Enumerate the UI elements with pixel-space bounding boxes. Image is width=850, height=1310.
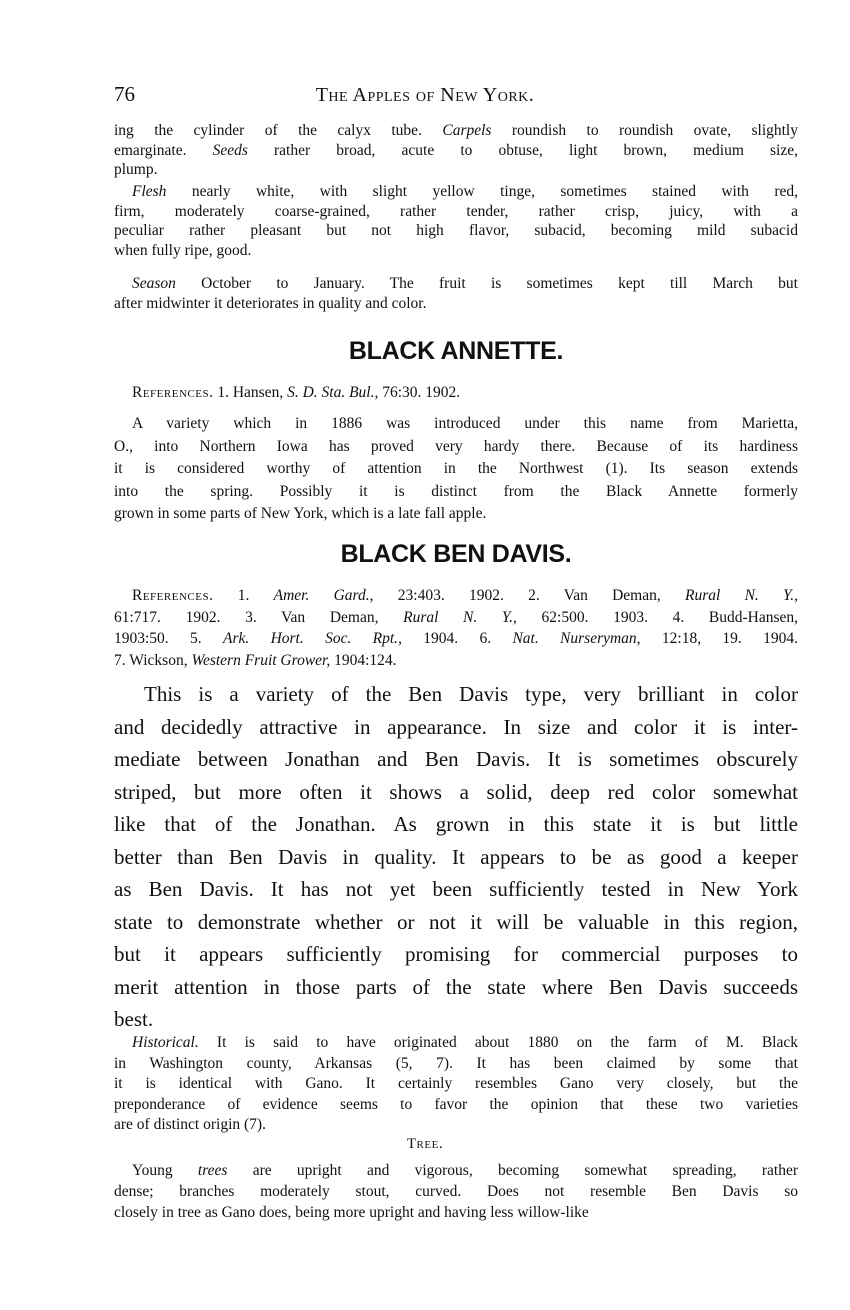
text-line (114, 160, 798, 180)
calyx-carpels-seeds-paragraph (114, 121, 798, 180)
small-caps-label: References. (132, 587, 214, 604)
black-annette-description (114, 413, 798, 526)
black-ben-davis-references (114, 585, 798, 671)
text-line (114, 1160, 798, 1181)
text: into the spring. Possibly it is distinct from the Black Annette formerly (114, 482, 798, 500)
text-line (114, 628, 798, 650)
text-line (114, 585, 798, 607)
italic-text: Flesh (132, 183, 167, 200)
italic-text: Rural N. Y. (685, 587, 795, 604)
tree-paragraph (114, 1160, 798, 1223)
italic-text: Nat. Nurseryman, (512, 630, 641, 647)
text: , (794, 587, 798, 604)
text-line (114, 711, 798, 744)
text-line (114, 141, 798, 161)
text: best. (114, 1007, 154, 1031)
text: It is said to have originated about 1880 on the farm of M. Black (198, 1034, 798, 1051)
text: and decidedly attractive in appearance. In size and color it is inter- (114, 714, 798, 739)
text-line (114, 458, 798, 481)
text: but it appears sufficiently promising for commercial purposes to (114, 942, 798, 966)
italic-text: Season (132, 275, 176, 292)
text: after midwinter it deteriorates in quality and color. (114, 294, 427, 312)
text-line (114, 841, 798, 874)
text-line (114, 1074, 798, 1095)
text-line (114, 938, 798, 971)
black-ben-davis-description (114, 678, 798, 1036)
text: mediate between Jonathan and Ben Davis. It is sometimes obscurely (114, 747, 798, 771)
small-caps-label: References. (132, 384, 214, 401)
text: when fully ripe, good. (114, 241, 252, 259)
text: in Washington county, Arkansas (5, 7). It has been claimed by some that (114, 1054, 798, 1072)
text-line (114, 1115, 798, 1136)
season-paragraph (114, 274, 798, 313)
text-line (114, 182, 798, 202)
text: as Ben Davis. It has not yet been sufficiently tested in New York (114, 877, 798, 901)
text-line (114, 241, 798, 261)
italic-text: Western Fruit Grower, (191, 651, 331, 669)
text-line (114, 678, 798, 711)
text: Young (132, 1162, 198, 1179)
text-line (114, 383, 798, 403)
italic-text: Rural N. Y. (403, 608, 513, 626)
text: 1. (213, 587, 274, 604)
text-line (114, 650, 798, 672)
text: better than Ben Davis in quality. It appears to be as good a keeper (114, 844, 798, 869)
text: nearly white, with slight yellow tinge, sometimes stained with red, (166, 183, 798, 200)
text: dense; branches moderately stout, curved. Does not resemble Ben Davis so (114, 1183, 798, 1200)
text: October to January. The fruit is sometimes kept till March but (175, 275, 798, 292)
text: rather broad, acute to obtuse, light brown, medium size, (247, 141, 798, 159)
text: peculiar rather pleasant but not high flavor, subacid, becoming mild subacid (114, 222, 798, 239)
text: are upright and vigorous, becoming somewhat spreading, rather (227, 1162, 798, 1179)
text-line (114, 873, 798, 906)
text: O., into Northern Iowa has proved very hardy there. Because of its hardiness (114, 437, 798, 455)
text-line (114, 743, 798, 776)
text-line (114, 294, 798, 314)
historical-paragraph (114, 1033, 798, 1136)
text-line (114, 906, 798, 939)
text: , 23:403. 1902. 2. Van Deman, (369, 587, 685, 604)
text: 1904:124. (330, 651, 397, 669)
text: 61:717. 1902. 3. Van Deman, (114, 608, 404, 626)
italic-text: Historical. (132, 1034, 199, 1051)
text: are of distinct origin (7). (114, 1116, 266, 1133)
text: preponderance of evidence seems to favor the opinion that these two varieties (114, 1095, 798, 1113)
text-line (114, 413, 798, 436)
text-line (114, 1202, 798, 1223)
italic-text: Seeds (212, 141, 248, 159)
text: 7. Wickson, (114, 651, 192, 669)
text-line (114, 776, 798, 809)
italic-text: Amer. Gard. (273, 587, 370, 604)
text: , 62:500. 1903. 4. Budd-Hansen, (513, 608, 798, 626)
text: 1. Hansen, (213, 384, 288, 401)
text-line (114, 274, 798, 294)
text: it is identical with Gano. It certainly resembles Gano very closely, but the (114, 1075, 798, 1092)
text-line (114, 607, 798, 629)
tree-subheading: Tree. (406, 1136, 444, 1152)
text: roundish to roundish ovate, slightly (491, 122, 798, 139)
text: ing the cylinder of the calyx tube. (114, 122, 443, 139)
heading-black-ben-davis: BLACK BEN DAVIS. (340, 540, 572, 568)
text: closely in tree as Gano does, being more upright and having less willow-like (114, 1204, 589, 1221)
italic-text: Ark. Hort. Soc. Rpt. (222, 630, 399, 647)
text: emarginate. (114, 141, 213, 159)
text-line (114, 503, 798, 526)
text-line (114, 1003, 798, 1036)
page-number: 76 (114, 82, 135, 106)
text: like that of the Jonathan. As grown in this state it is but little (114, 812, 798, 836)
text: merit attention in those parts of the state where Ben Davis succeeds (114, 974, 798, 999)
text-line (114, 1033, 798, 1054)
text-line (114, 121, 798, 141)
text-line (114, 221, 798, 241)
text: , 76:30. 1902. (374, 384, 461, 401)
text: 12:18, 19. 1904. (640, 630, 798, 647)
italic-text: S. D. Sta. Bul. (287, 384, 375, 401)
text-line (114, 436, 798, 459)
text: state to demonstrate whether or not it will be valuable in this region, (114, 909, 798, 934)
text: , 1904. 6. (398, 630, 513, 647)
black-annette-references (114, 383, 798, 403)
flesh-paragraph (114, 182, 798, 260)
heading-black-annette: BLACK ANNETTE. (348, 337, 564, 365)
italic-text: Carpels (442, 122, 492, 139)
text-line (114, 808, 798, 841)
running-title: The Apples of New York. (315, 84, 535, 106)
text-line (114, 1181, 798, 1202)
italic-text: trees (197, 1162, 228, 1179)
text-line (114, 202, 798, 222)
text: A variety which in 1886 was introduced under this name from Marietta, (132, 415, 798, 432)
text: striped, but more often it shows a solid, deep red color somewhat (114, 779, 798, 804)
text-line (114, 481, 798, 504)
text: This is a variety of the Ben Davis type, very brilliant in color (144, 682, 798, 706)
text: grown in some parts of New York, which is a late fall apple. (114, 505, 487, 522)
text: firm, moderately coarse-grained, rather tender, rather crisp, juicy, with a (114, 202, 798, 220)
text: it is considered worthy of attention in the Northwest (1). Its season extends (114, 460, 798, 477)
text-line (114, 1095, 798, 1116)
text-line (114, 1054, 798, 1075)
text-line (114, 971, 798, 1004)
text: plump. (114, 161, 158, 178)
text: 1903:50. 5. (114, 630, 223, 647)
